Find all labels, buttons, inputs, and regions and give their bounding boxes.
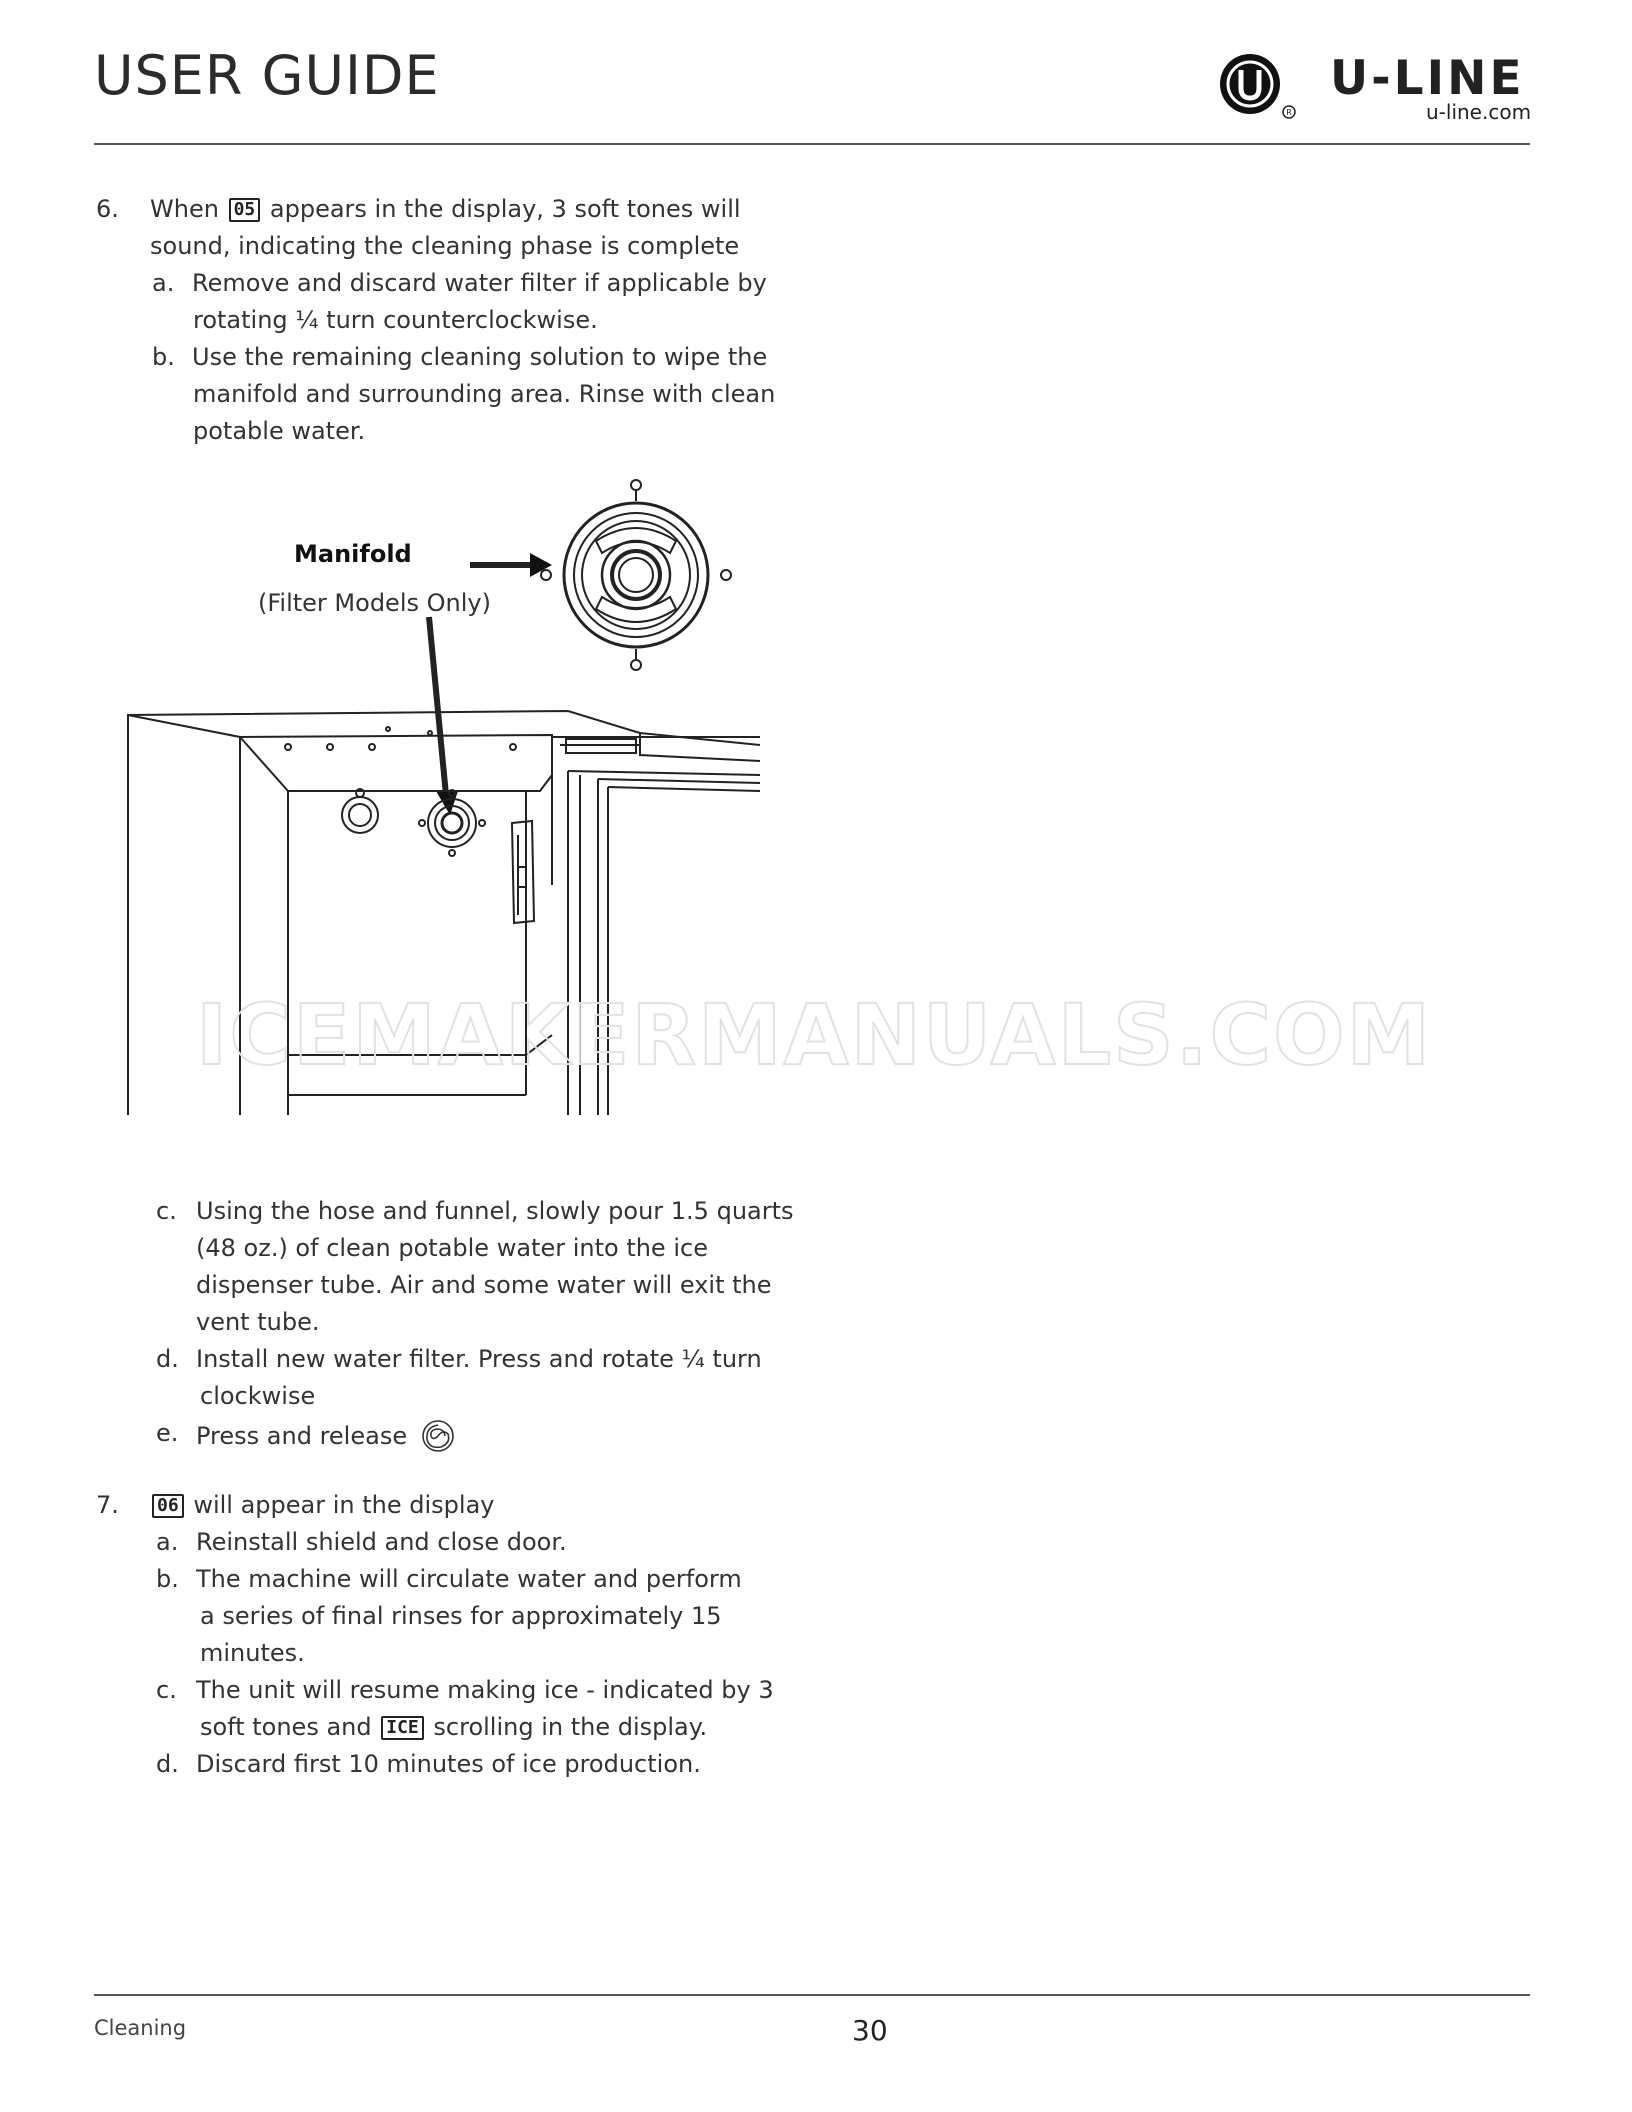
manifold-detail [541, 480, 731, 670]
manifold-sublabel: (Filter Models Only) [258, 589, 491, 617]
step-6b-line-3: potable water. [193, 417, 366, 445]
step-6c-letter: c. [156, 1197, 177, 1225]
step-6-number: 6. [96, 195, 119, 223]
step-7c-letter: c. [156, 1676, 177, 1704]
step-6c-line-3: dispenser tube. Air and some water will exit the [196, 1271, 772, 1299]
step-7a-letter: a. [156, 1528, 179, 1556]
step-7a-line-1: Reinstall shield and close door. [196, 1528, 567, 1556]
step-7c-line-2 [200, 1713, 707, 1741]
step-6b-line-2: manifold and surrounding area. Rinse with clean [193, 380, 776, 408]
step-6c-line-4: vent tube. [196, 1308, 320, 1336]
step-7d-letter: d. [156, 1750, 179, 1778]
step-7-number: 7. [96, 1491, 119, 1519]
clean-cycle-icon [421, 1419, 455, 1453]
step-6d-line-2: clockwise [200, 1382, 316, 1410]
svg-text:R: R [1286, 108, 1292, 117]
step-6e-text: Press and release [196, 1422, 408, 1450]
step-6-text-before: When [150, 195, 219, 223]
manifold-label: Manifold [294, 540, 412, 568]
page-title: USER GUIDE [94, 44, 440, 107]
logo-url: u-line.com [1426, 100, 1532, 124]
footer-section-name: Cleaning [94, 2016, 187, 2040]
step-6-line-2: sound, indicating the cleaning phase is complete [150, 232, 740, 260]
step-6d-line-1: Install new water filter. Press and rotate ¼ turn [196, 1345, 762, 1373]
step-6a-line-2: rotating ¼ turn counterclockwise. [193, 306, 598, 334]
step-6e-line-1 [196, 1419, 455, 1453]
step-7b-line-3: minutes. [200, 1639, 305, 1667]
step-6c-line-1: Using the hose and funnel, slowly pour 1.5 quarts [196, 1197, 794, 1225]
display-code-ice: ICE [381, 1716, 424, 1740]
step-6d-letter: d. [156, 1345, 179, 1373]
step-6-text-after: appears in the display, 3 soft tones will [269, 195, 741, 223]
header-rule [94, 143, 1530, 145]
step-7d-line-1: Discard first 10 minutes of ice production. [196, 1750, 701, 1778]
display-code-05: 05 [229, 198, 261, 222]
display-code-06: 06 [152, 1494, 184, 1518]
step-7b-letter: b. [156, 1565, 179, 1593]
watermark: ICEMAKERMANUALS.COM [196, 986, 1433, 1084]
step-7b-line-1: The machine will circulate water and perform [196, 1565, 742, 1593]
step-6b-letter: b. [152, 343, 175, 371]
step-7-text: will appear in the display [193, 1491, 495, 1519]
step-6a-line-1: Remove and discard water filter if applicable by [192, 269, 767, 297]
step-7b-line-2: a series of final rinses for approximately 15 [200, 1602, 722, 1630]
step-7c-line-1: The unit will resume making ice - indicated by 3 [196, 1676, 774, 1704]
step-7c-text-before: soft tones and [200, 1713, 372, 1741]
page-number: 30 [852, 2014, 888, 2047]
step-6-line-1 [150, 195, 741, 223]
footer-rule [94, 1994, 1530, 1996]
step-7c-text-after: scrolling in the display. [433, 1713, 708, 1741]
step-6c-line-2: (48 oz.) of clean potable water into the ice [196, 1234, 708, 1262]
logo-wordmark: U-LINE [1330, 51, 1525, 106]
step-7-line-1 [150, 1491, 494, 1519]
step-6b-line-1: Use the remaining cleaning solution to wipe the [192, 343, 768, 371]
step-6e-letter: e. [156, 1419, 179, 1447]
step-6a-letter: a. [152, 269, 175, 297]
